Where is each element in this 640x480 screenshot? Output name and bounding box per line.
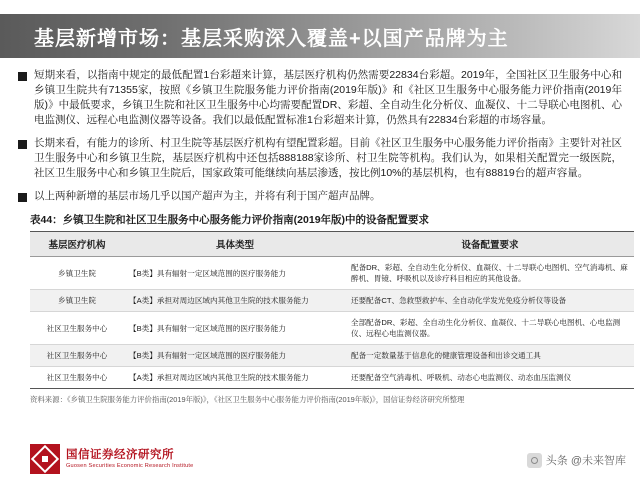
table-header-row: [30, 232, 634, 257]
bullet-text: 短期来看，以指南中规定的最低配置1台彩超来计算，基层医疗机构仍然需要22834台彩超。2019年，全国社区卫生服务中心和乡镇卫生院共有71355家，按照《乡镇卫生院服务能力评价指南(2019年版)》和《社区卫生服务中心服务能力评价指南(2019年版)》中最低要求，乡镇卫生院和社区卫生服务中心均需要配置DR、彩超、全自动生化分析仪、血凝仪、十二导联心电图机、心电监测仪、远程心电监测仪器等设备。我们以最低配置标准1台彩超来计算，仍然具有22834台彩超的市场容量。: [34, 69, 622, 126]
guosen-diamond-icon: [30, 444, 60, 474]
list-item: [18, 136, 622, 181]
table-row: [30, 345, 634, 367]
table-row: [30, 367, 634, 389]
cell-org: 乡镇卫生院: [30, 290, 124, 312]
cell-org: 社区卫生服务中心: [30, 345, 124, 367]
slide-title-bar: [0, 14, 640, 58]
cell-org: 社区卫生服务中心: [30, 312, 124, 345]
cell-requirement: 还要配备空气消毒机、呼吸机、动态心电监测仪、动态血压监测仪: [346, 367, 634, 389]
cell-requirement: 全部配备DR、彩超、全自动生化分析仪、血凝仪、十二导联心电图机、心电监测仪、远程心电监测仪器。: [346, 312, 634, 345]
cell-type: 【A类】承担对周边区域内其他卫生院的技术服务能力: [124, 367, 346, 389]
equipment-requirements-table: [30, 231, 634, 389]
cell-type: 【A类】承担对周边区域内其他卫生院的技术服务能力: [124, 290, 346, 312]
cell-type: 【B类】具有辐射一定区域范围的医疗服务能力: [124, 257, 346, 290]
square-bullet-icon: [18, 193, 27, 202]
logo-name-en: Guosen Securities Economic Research Institute: [66, 463, 194, 469]
bullet-list: [18, 68, 622, 212]
table-block: [30, 212, 628, 405]
page-title: 基层新增市场：基层采购深入覆盖+以国产品牌为主: [34, 27, 509, 50]
list-item: [18, 189, 622, 204]
square-bullet-icon: [18, 72, 27, 81]
cell-requirement: 配备DR、彩超、全自动生化分析仪、血凝仪、十二导联心电图机、空气消毒机、麻醉机、胃镜、呼吸机以及诊疗科目相应的其他设备。: [346, 257, 634, 290]
bullet-text: 长期来看，有能力的诊所、村卫生院等基层医疗机构有望配置彩超。目前《社区卫生服务中心服务能力评价指南》主要针对社区卫生服务中心和乡镇卫生院，基层医疗机构中还包括888188家诊所、村卫生院等机构。我们认为，如果相关配置完一级医院，社区卫生服务中心和乡镇卫生院后，国家政策可能继续向基层渗透，按比例10%的基层机构，也有88819台的超声容量。: [34, 137, 622, 179]
table-caption: 表44：乡镇卫生院和社区卫生服务中心服务能力评价指南(2019年版)中的设备配置要求: [30, 214, 430, 226]
cell-org: 社区卫生服务中心: [30, 367, 124, 389]
watermark: [527, 452, 626, 468]
cell-type: 【B类】具有辐射一定区域范围的医疗服务能力: [124, 312, 346, 345]
column-header-org: 基层医疗机构: [30, 232, 124, 257]
cell-requirement: 配备一定数量基于信息化的健康管理设备和出诊交通工具: [346, 345, 634, 367]
cell-org: 乡镇卫生院: [30, 257, 124, 290]
watermark-badge-icon: [527, 453, 542, 468]
logo-name-cn: 国信证券经济研究所: [66, 449, 174, 461]
list-item: [18, 68, 622, 128]
table-row: [30, 290, 634, 312]
watermark-text: 头条 @未来智库: [545, 455, 626, 467]
column-header-requirement: 设备配置要求: [346, 232, 634, 257]
table-row: [30, 312, 634, 345]
cell-type: 【B类】具有辐射一定区域范围的医疗服务能力: [124, 345, 346, 367]
company-logo: [30, 444, 193, 474]
column-header-type: 具体类型: [124, 232, 346, 257]
slide-footer: [0, 436, 640, 480]
cell-requirement: 还要配备CT、急救型救护车、全自动化学发光免疫分析仪等设备: [346, 290, 634, 312]
bullet-text: 以上两种新增的基层市场几乎以国产超声为主，并将有利于国产超声品牌。: [34, 190, 381, 202]
table-source-note: 资料来源：《乡镇卫生院服务能力评价指南(2019年版)》，《社区卫生服务中心服务能力评价指南(2019年版)》，国信证券经济研究所整理: [30, 395, 465, 404]
table-row: [30, 257, 634, 290]
square-bullet-icon: [18, 140, 27, 149]
